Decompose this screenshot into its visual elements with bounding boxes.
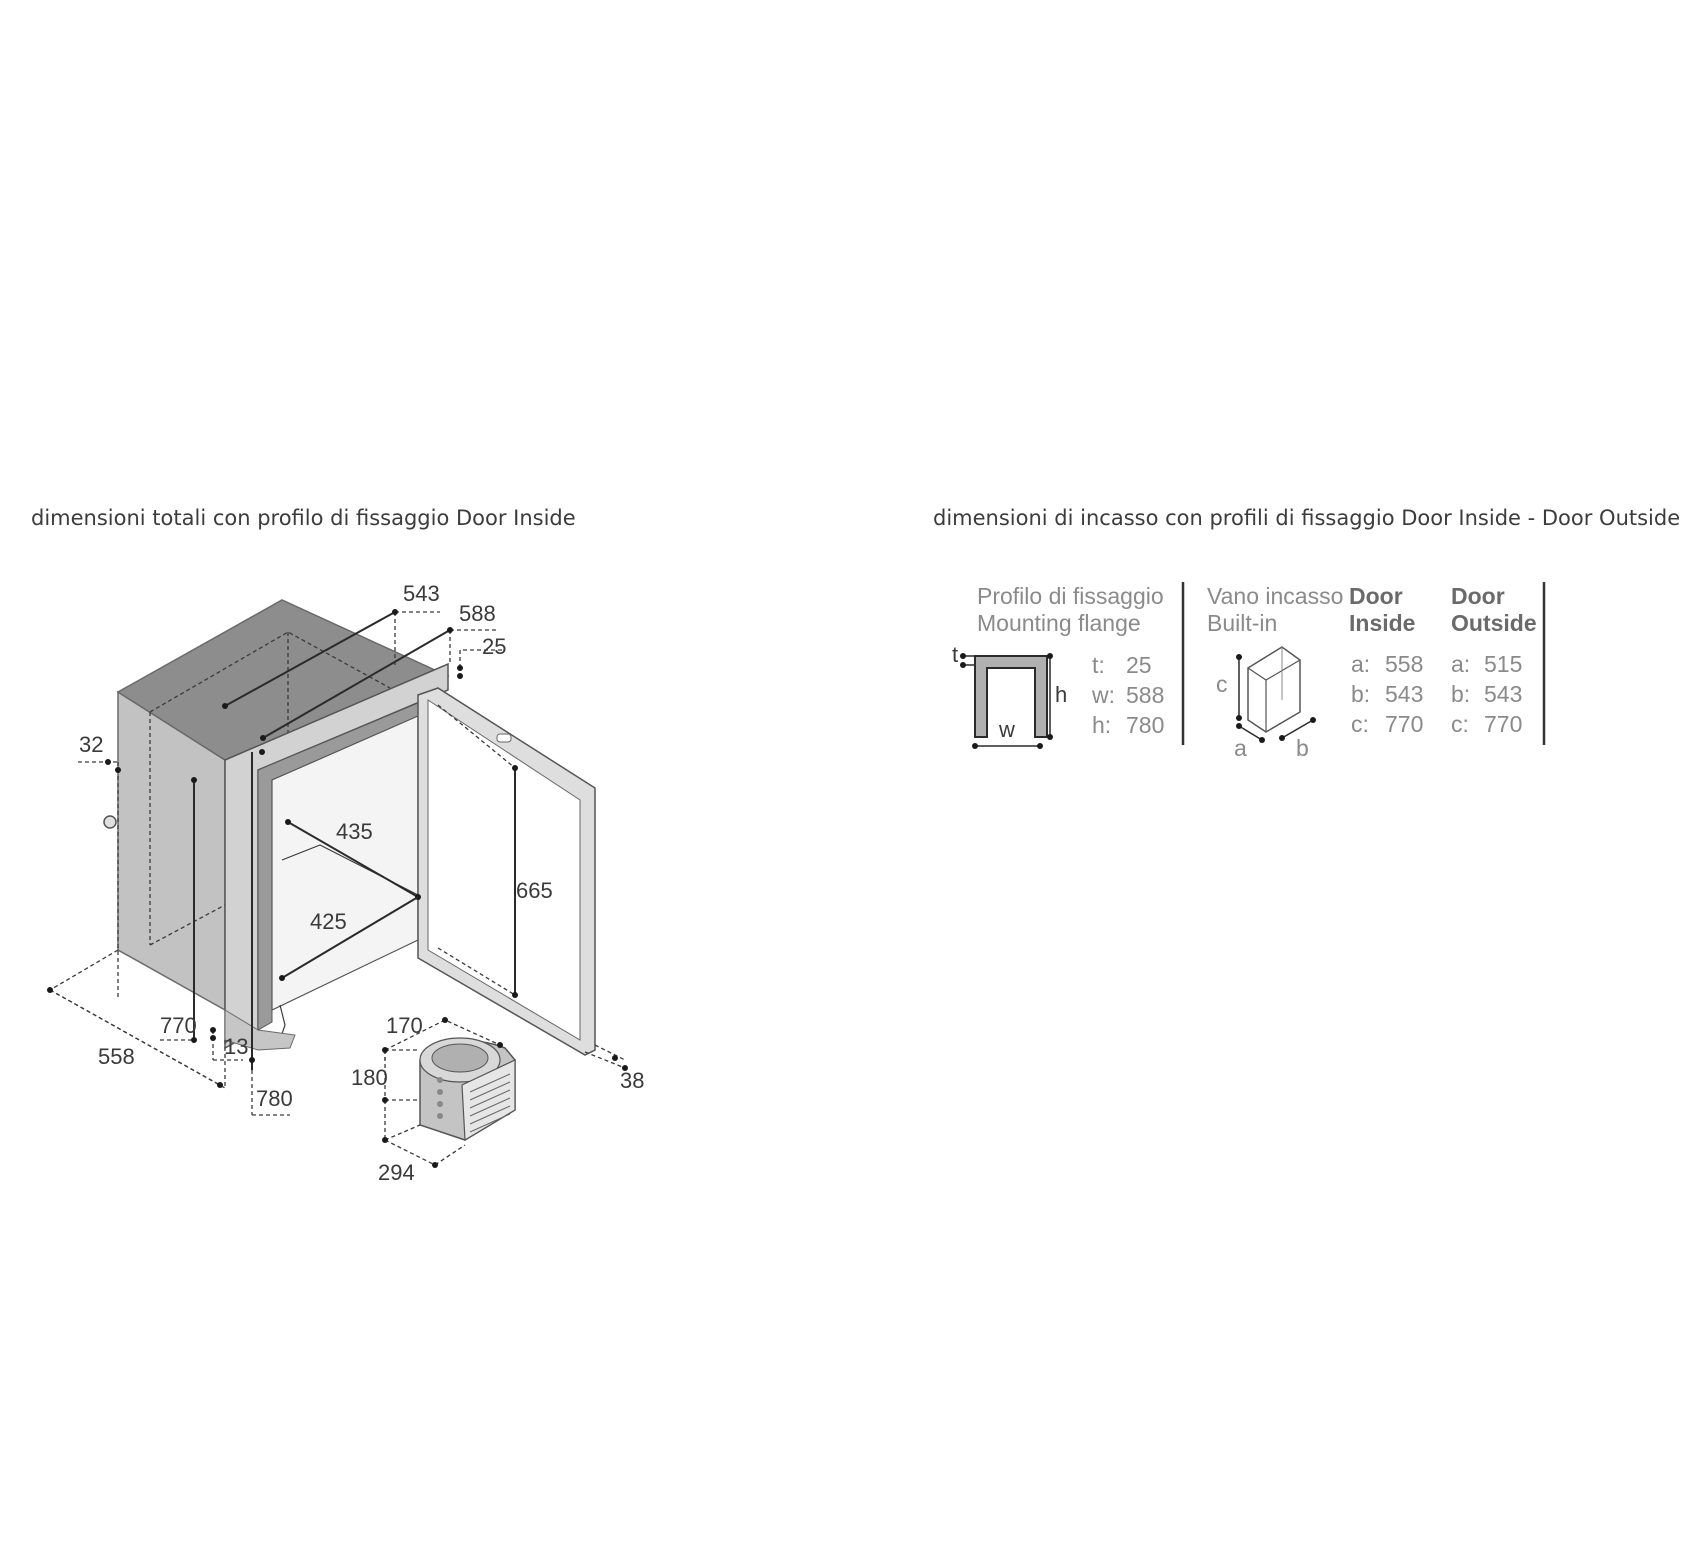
flange-header-line1: Profilo di fissaggio xyxy=(977,583,1164,609)
dim-180: 180 xyxy=(351,1065,388,1090)
flange-key-t: t: xyxy=(1092,652,1105,678)
dim-25: 25 xyxy=(482,634,507,659)
builtin-box-icon xyxy=(1236,647,1316,743)
flange-label-h: h xyxy=(1055,682,1068,707)
door-outside-header-line2: Outside xyxy=(1451,610,1537,636)
flange-key-w: w: xyxy=(1092,682,1115,708)
flange-value-t: 25 xyxy=(1126,652,1152,678)
door-inside-value-b: 543 xyxy=(1385,681,1424,707)
door-outside-key-b: b: xyxy=(1451,681,1471,707)
builtin-header-line1: Vano incasso xyxy=(1207,583,1344,609)
dim-38: 38 xyxy=(620,1068,645,1093)
door-inside-key-a: a: xyxy=(1351,651,1371,677)
compressor-unit xyxy=(420,1038,515,1140)
flange-key-h: h: xyxy=(1092,712,1112,738)
dim-294: 294 xyxy=(378,1160,415,1185)
door-inside-header-line2: Inside xyxy=(1349,610,1416,636)
door-inside-key-c: c: xyxy=(1351,711,1369,737)
left-diagram-caption: dimensioni totali con profilo di fissaggio Door Inside xyxy=(31,506,576,530)
door-outside-value-c: 770 xyxy=(1484,711,1523,737)
dim-780: 780 xyxy=(256,1086,293,1111)
dim-13: 13 xyxy=(224,1034,249,1059)
door-inside-value-a: 558 xyxy=(1385,651,1424,677)
flange-label-w: w xyxy=(999,717,1015,742)
door-outside-value-a: 515 xyxy=(1484,651,1523,677)
lock-icon xyxy=(104,816,116,828)
dim-770: 770 xyxy=(160,1013,197,1038)
fridge-drawing xyxy=(47,581,644,1185)
flange-value-h: 780 xyxy=(1126,712,1165,738)
door-outside-key-a: a: xyxy=(1451,651,1471,677)
builtin-header-line2: Built-in xyxy=(1207,610,1278,636)
builtin-section xyxy=(1207,583,1537,761)
door-outside-value-b: 543 xyxy=(1484,681,1523,707)
dim-543: 543 xyxy=(403,581,440,606)
door-inside-key-b: b: xyxy=(1351,681,1371,707)
builtin-label-a: a xyxy=(1234,735,1247,761)
dim-665: 665 xyxy=(516,878,553,903)
flange-label-t: t xyxy=(952,642,959,667)
dim-588: 588 xyxy=(459,601,496,626)
door-inside-header-line1: Door xyxy=(1349,583,1403,609)
dim-558: 558 xyxy=(98,1044,135,1069)
flange-header-line2: Mounting flange xyxy=(977,610,1141,636)
dim-435: 435 xyxy=(336,819,373,844)
builtin-label-c: c xyxy=(1216,671,1228,697)
flange-value-w: 588 xyxy=(1126,682,1165,708)
flange-section xyxy=(952,583,1164,749)
builtin-label-b: b xyxy=(1296,735,1309,761)
door-outside-key-c: c: xyxy=(1451,711,1469,737)
door-outside-header-line1: Door xyxy=(1451,583,1505,609)
dim-170: 170 xyxy=(386,1013,423,1038)
dim-32: 32 xyxy=(79,732,104,757)
dim-425: 425 xyxy=(310,909,347,934)
door-inside-value-c: 770 xyxy=(1385,711,1424,737)
right-diagram-caption: dimensioni di incasso con profili di fissaggio Door Inside - Door Outside xyxy=(933,506,1681,530)
